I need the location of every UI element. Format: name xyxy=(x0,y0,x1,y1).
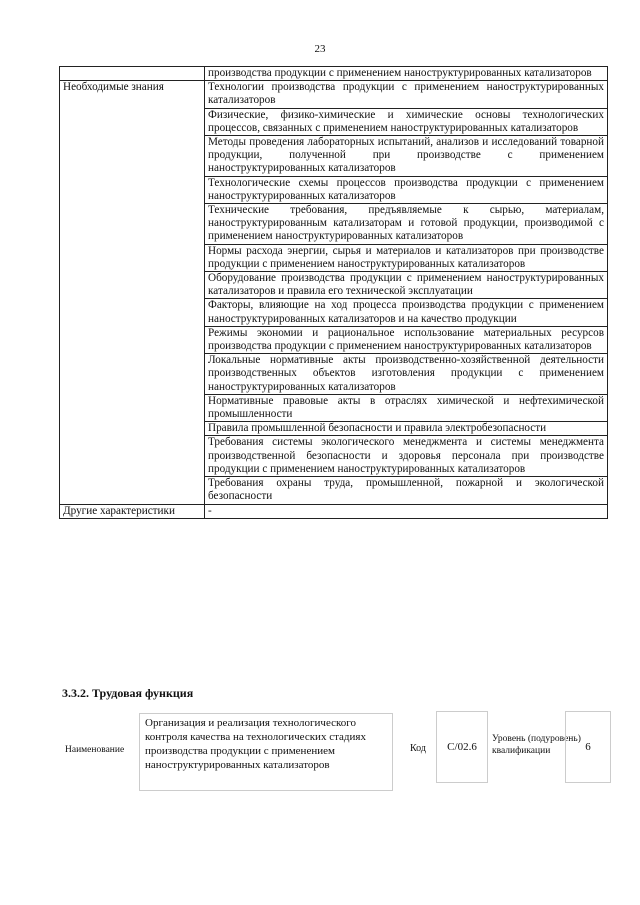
page-number: 23 xyxy=(314,43,326,55)
row-value: Физические, физико-химические и химические основы технологических процессов, связанных с применением наноструктурированных катализаторов xyxy=(205,108,608,135)
section-title: 3.3.2. Трудовая функция xyxy=(62,686,194,700)
row-label xyxy=(60,67,205,81)
requirements-table xyxy=(59,66,608,519)
row-value: Нормы расхода энергии, сырья и материалов и катализаторов при производстве продукции с применением наноструктурированных катализаторов xyxy=(205,244,608,271)
row-value: Требования системы экологического менеджмента и системы менеджмента производственной безопасности и здоровья персонала при производстве продукции с применением наноструктурированных катализаторов xyxy=(205,436,608,477)
row-value: Правила промышленной безопасности и правила электробезопасности xyxy=(205,422,608,436)
row-value: производства продукции с применением наноструктурированных катализаторов xyxy=(205,67,608,81)
row-value: Оборудование производства продукции с применением наноструктурированных катализаторов и правила его технической эксплуатации xyxy=(205,272,608,299)
row-value: Режимы экономии и рациональное использование материальных ресурсов производства продукции с применением наноструктурированных катализаторов xyxy=(205,326,608,353)
level-label: Уровень (подуровень) квалификации xyxy=(492,734,581,756)
row-label: Необходимые знания xyxy=(60,81,205,504)
row-value: Локальные нормативные акты производственно-хозяйственной деятельности производственных объектов изготовления продукции с применением наноструктурированных катализаторов xyxy=(205,354,608,395)
row-value: Технологии производства продукции с применением наноструктурированных катализаторов xyxy=(205,81,608,108)
row-value: Требования охраны труда, промышленной, пожарной и экологической безопасности xyxy=(205,477,608,504)
name-label: Наименование xyxy=(65,745,125,755)
code-box: C/02.6 xyxy=(436,711,488,783)
code-label: Код xyxy=(410,743,426,754)
table-row xyxy=(60,67,608,81)
row-value: Технические требования, предъявляемые к сырью, материалам, наноструктурированным катализаторам и готовой продукции, производимой с применением наноструктурированных катализаторов xyxy=(205,204,608,245)
row-label: Другие характеристики xyxy=(60,504,205,518)
row-value: Нормативные правовые акты в отраслях химической и нефтехимической промышленности xyxy=(205,394,608,421)
level-box: 6 xyxy=(565,711,611,783)
row-value: Факторы, влияющие на ход процесса производства продукции с применением наноструктурированных катализаторов и на качество продукции xyxy=(205,299,608,326)
table-row xyxy=(60,81,608,108)
row-value: Методы проведения лабораторных испытаний, анализов и исследований товарной продукции, полученной при производстве с применением наноструктурированных катализаторов xyxy=(205,136,608,177)
row-value: Технологические схемы процессов производства продукции с применением наноструктурированных катализаторов xyxy=(205,176,608,203)
row-value: - xyxy=(205,504,608,518)
table-row xyxy=(60,504,608,518)
function-name-box: Организация и реализация технологического контроля качества на технологических стадиях производства продукции с применением наноструктурированных катализаторов xyxy=(139,713,393,791)
